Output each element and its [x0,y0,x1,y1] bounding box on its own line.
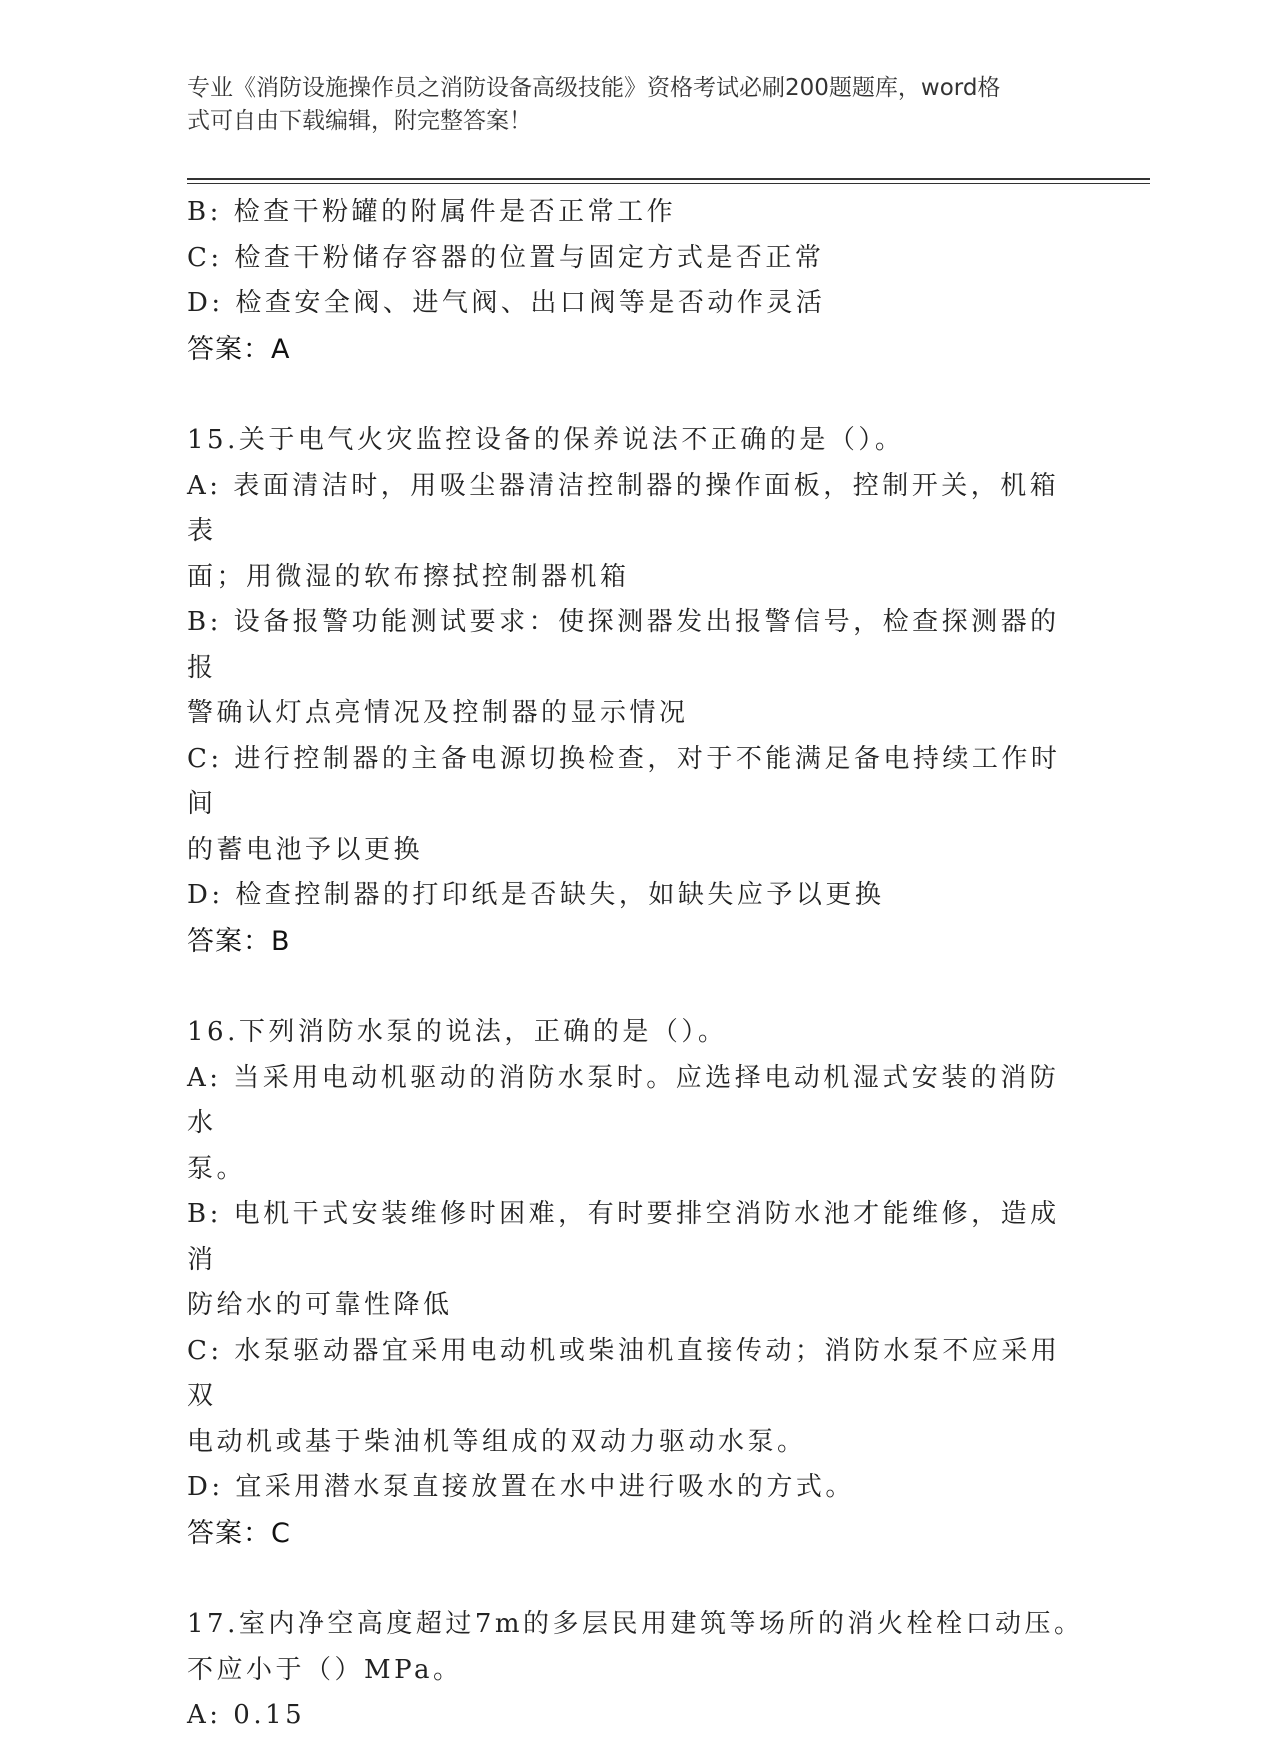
option-d: D: 检查安全阀、进气阀、出口阀等是否动作灵活 [187,288,826,318]
option-b: B: 检查干粉罐的附属件是否正常工作 [187,197,677,227]
question-stem: 16.下列消防水泵的说法，正确的是（）。 [187,1017,728,1047]
question-stem: 15.关于电气火灾监控设备的保养说法不正确的是（）。 [187,425,905,455]
option-c-continued: 的蓄电池予以更换 [187,834,424,865]
option-b: B: 电机干式安装维修时困难，有时要排空消防水池才能维修，造成消 [187,1199,1060,1275]
document-header [187,72,1077,138]
spacer [187,372,1087,418]
option-c: C: 检查干粉储存容器的位置与固定方式是否正常 [187,242,825,273]
question-17 [187,1602,1087,1739]
option-a: A: 当采用电动机驱动的消防水泵时。应选择电动机湿式安装的消防水 [187,1062,1060,1138]
option-c-continued: 电动机或基于柴油机等组成的双动力驱动水泵。 [187,1426,807,1457]
header-line-1: 专业《消防设施操作员之消防设备高级技能》资格考试必刷200题题库，word格 [187,75,1001,101]
question-list [187,190,1087,1739]
option-c: C: 水泵驱动器宜采用电动机或柴油机直接传动；消防水泵不应采用双 [187,1335,1061,1411]
option-a: A: 0.15 [187,1700,306,1730]
spacer [187,1556,1087,1602]
question-15 [187,418,1087,964]
question-stem: 17.室内净空高度超过7m的多层民用建筑等场所的消火栓栓口动压。 [187,1609,1084,1639]
question-16 [187,1010,1087,1556]
option-a-continued: 泵。 [187,1153,247,1184]
option-d: D: 宜采用潜水泵直接放置在水中进行吸水的方式。 [187,1472,855,1502]
question-14 [187,190,1087,372]
option-d: D: 检查控制器的打印纸是否缺失，如缺失应予以更换 [187,880,885,910]
answer: 答案：B [187,925,291,957]
spacer [187,964,1087,1010]
option-a-continued: 面；用微湿的软布擦拭控制器机箱 [187,561,630,592]
answer: 答案：A [187,333,291,365]
header-rule-thin [187,183,1150,184]
option-b-continued: 防给水的可靠性降低 [187,1290,453,1320]
header-line-2: 式可自由下载编辑，附完整答案！ [187,108,532,134]
option-c: C: 进行控制器的主备电源切换检查，对于不能满足备电持续工作时间 [187,743,1061,819]
option-a: A: 表面清洁时，用吸尘器清洁控制器的操作面板，控制开关，机箱表 [187,470,1060,546]
answer: 答案：C [187,1517,291,1549]
header-rule-thick [187,178,1150,180]
option-b: B: 设备报警功能测试要求：使探测器发出报警信号，检查探测器的报 [187,607,1060,683]
question-stem-continued: 不应小于（）MPa。 [187,1654,463,1685]
option-b-continued: 警确认灯点亮情况及控制器的显示情况 [187,698,689,728]
